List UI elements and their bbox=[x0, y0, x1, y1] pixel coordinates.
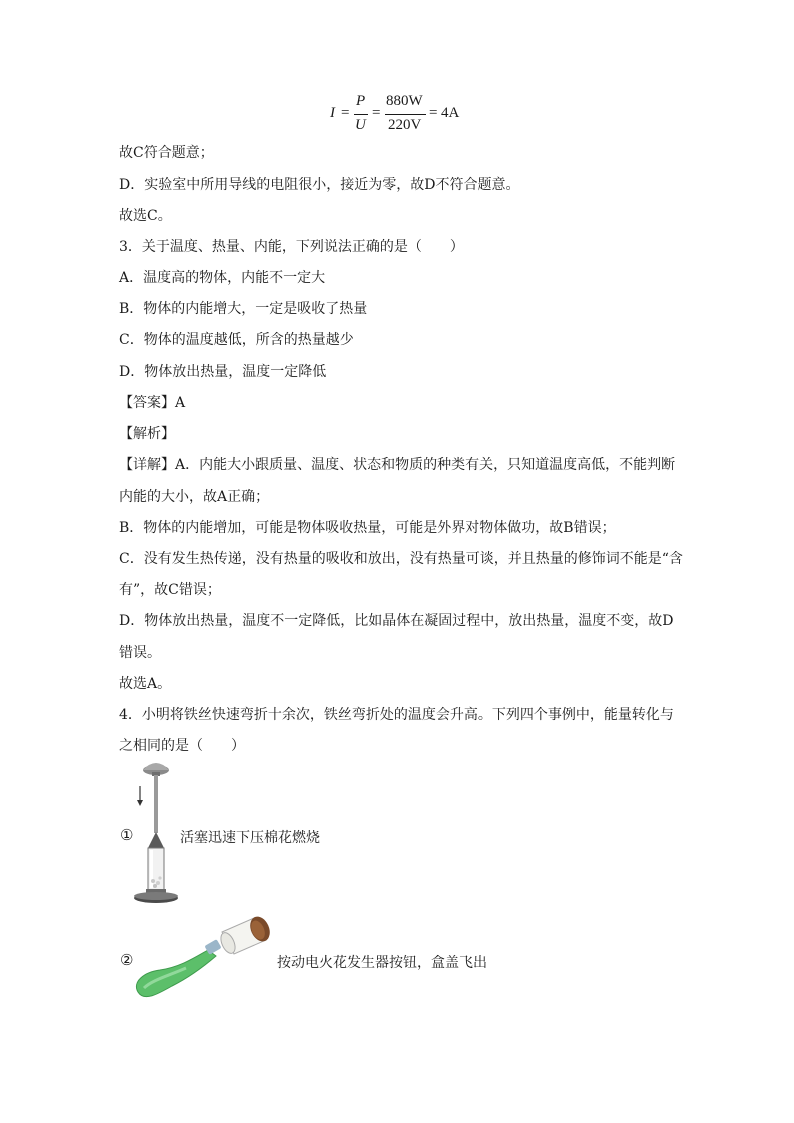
text-line: 内能的大小，故A正确； bbox=[119, 489, 270, 505]
formula-equals-2: = bbox=[372, 105, 381, 121]
formula-equals-1: = bbox=[341, 105, 350, 121]
item-2-label: ② bbox=[120, 951, 134, 969]
formula-numerator-2: 880W bbox=[386, 93, 423, 109]
spark-generator-illustration bbox=[130, 912, 275, 1004]
option-c: C．物体的温度越低，所含的热量越少 bbox=[119, 332, 354, 348]
current-formula bbox=[330, 92, 490, 138]
formula-lhs: I bbox=[330, 105, 335, 121]
text-line: 故选C。 bbox=[119, 208, 172, 224]
text-line: 故C符合题意； bbox=[119, 145, 214, 161]
option-d: D．物体放出热量，温度一定降低 bbox=[119, 364, 327, 380]
text-line: D．实验室中所用导线的电阻很小，接近为零，故D不符合题意。 bbox=[119, 177, 520, 193]
item-1-label: ① bbox=[120, 826, 134, 844]
question-4-stem: 4．小明将铁丝快速弯折十余次，铁丝弯折处的温度会升高。下列四个事例中，能量转化与 bbox=[119, 707, 674, 723]
option-a: A．温度高的物体，内能不一定大 bbox=[119, 270, 326, 286]
text-line: 错误。 bbox=[119, 645, 161, 661]
answer-line: 【答案】A bbox=[119, 395, 186, 411]
question-3-stem: 3．关于温度、热量、内能，下列说法正确的是（ ） bbox=[119, 239, 464, 255]
analysis-heading: 【解析】 bbox=[119, 426, 175, 442]
text-line: B．物体的内能增加，可能是物体吸收热量，可能是外界对物体做功，故B错误； bbox=[119, 520, 616, 536]
text-line: 故选A。 bbox=[119, 676, 172, 692]
text-line: C．没有发生热传递，没有热量的吸收和放出，没有热量可谈，并且热量的修饰词不能是“含 bbox=[119, 551, 683, 567]
formula-denominator-2: 220V bbox=[388, 117, 422, 133]
text-line: 【详解】A．内能大小跟质量、温度、状态和物质的种类有关，只知道温度高低，不能判断 bbox=[119, 457, 676, 473]
item-1-text: 活塞迅速下压棉花燃烧 bbox=[180, 830, 320, 846]
formula-numerator-1: P bbox=[356, 93, 366, 109]
text-line: D．物体放出热量，温度不一定降低，比如晶体在凝固过程中，放出热量，温度不变，故D bbox=[119, 613, 674, 629]
formula-result: 4A bbox=[441, 105, 460, 121]
option-b: B．物体的内能增大，一定是吸收了热量 bbox=[119, 301, 368, 317]
question-4-stem-cont: 之相同的是（ ） bbox=[119, 738, 245, 754]
formula-equals-3: = bbox=[429, 105, 438, 121]
text-line: 有”，故C错误； bbox=[119, 582, 221, 598]
fraction-bar-2 bbox=[385, 114, 426, 115]
fraction-bar-1 bbox=[354, 114, 368, 115]
item-2-text: 按动电火花发生器按钮，盒盖飞出 bbox=[277, 955, 487, 971]
formula-denominator-1: U bbox=[355, 117, 366, 133]
piston-compression-illustration bbox=[128, 760, 188, 906]
